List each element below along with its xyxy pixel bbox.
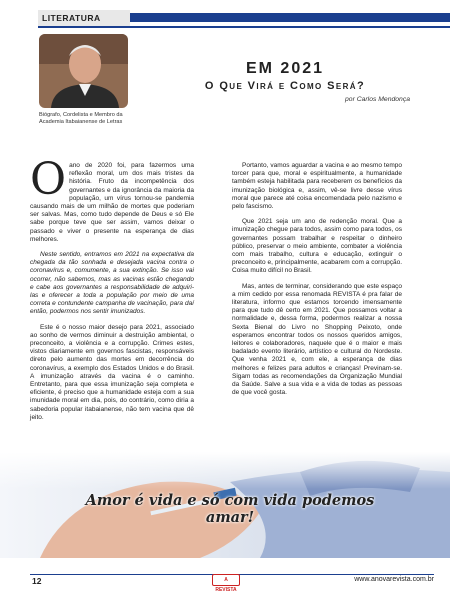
right-column [232, 162, 402, 404]
website-link[interactable]: www.anovarevista.com.br [354, 576, 434, 583]
paragraph: Este é o nosso maior desejo para 2021, associado ao sonho de vermos diminuir a destruição ambiental, o preconceito, a violência e a corrupção. Crimes estes, vistos diariamente em governos fascistas, responsáveis direto pelo aumento das mortes em decorrência do coronavírus, a exemplo dos Estados Unidos e do Brasil. A imunização através da vacina é o caminho. Entretanto, para que essa imunização seja completa e eficiente, é preciso que a humanidade esteja com a sua imunidade moral em dia, pois, do contrário, como diria a sabedoria popular itabaianense, não tem vacina que dê jeito. [30, 323, 194, 421]
header-bar [130, 13, 450, 22]
article-title: EM 2021 [245, 60, 325, 77]
magazine-logo: A REVISTA [212, 574, 240, 586]
paragraph: Portanto, vamos aguardar a vacina e ao mesmo tempo torcer para que, moral e espiritualmente, a humanidade também esteja habilitada para receberem os benefícios da imunização biológica e, assim, vê-se livre desse vírus moral que parece até coisa encomendada pelo nazismo e pelo fascismo. [232, 162, 402, 211]
byline: por Carlos Mendonça [345, 96, 410, 103]
author-bio: Biógrafo, Cordelista e Membro da Academia Itabaianense de Letras [39, 112, 123, 126]
article-subtitle: O Que Virá e Como Será? [204, 80, 366, 92]
paragraph: Mas, antes de terminar, considerando que este espaço a mim cedido por essa renomada REVISTA é pra falar de literatura, informo que estamos torcendo imensamente para que tudo dê certo em 2021. Que possamos voltar a normalidade e, dessa forma, podermos realizar a nossa Sexta Bienal do Livro no Shopping Peixoto, onde esperamos encontrar todos os nossos queridos amigos, leitores e colaboradores, naquele que é o maior e mais badalado evento literário, artístico e cultural do Nordeste. Que venha 2021 e, com ele, a esperança de dias melhores e felizes para adultos e crianças! Previnam-se. Sigam todas as recomendações da Organização Mundial da Saúde. Salve a sua vida e a vida de todas as pessoas de que você gosta. [232, 282, 402, 397]
left-column [30, 154, 194, 429]
paragraph-text: ano de 2020 foi, para fazermos uma reflexão moral, um dos mais tristes da história. Fruto da incompetência dos governantes e da ignorância da maioria da população, um vírus tornou-se pandemia causando mais de um milhão de mortes que poderiam ser salvas. Mas, como tudo depende de Deus e só Ele sabe porque teve que ser assim, vamos deixar o passado e viver o presente na esperança de dias melhores. [30, 162, 194, 243]
author-photo [39, 34, 128, 108]
paragraph: Neste sentido, entramos em 2021 na expectativa da chegada da tão sonhada e desejada vacina contra o coronavírus e, comumente, a sua extinção. Se isso vai ocorrer, não sabemos, mas as vacinas estão chegando e cabe aos governantes a responsabilidade de adquiri-las e oferecer a toda a população por meio de uma correta e contundente campanha de vacinação, para daí então, podermos nos sentir imunizados. [30, 251, 194, 316]
header-divider [38, 26, 450, 28]
pull-quote: Amor é vida e só com vida podemos amar! [85, 492, 375, 526]
section-label: LITERATURA [38, 10, 130, 26]
paragraph: Que 2021 seja um ano de redenção moral. Que a imunização chegue para todos, assim como para todos, os governantes possam trabalhar e respeitar o dinheiro público, preservar o meio ambiente, combater a violência com mais trabalho, cultura e educação, extinguir o preconceito e, principalmente, acabarem com a corrupção. Coisa muito difícil no Brasil. [232, 218, 402, 275]
drop-cap: O [30, 154, 67, 205]
page-number: 12 [32, 576, 42, 586]
paragraph [30, 154, 194, 244]
